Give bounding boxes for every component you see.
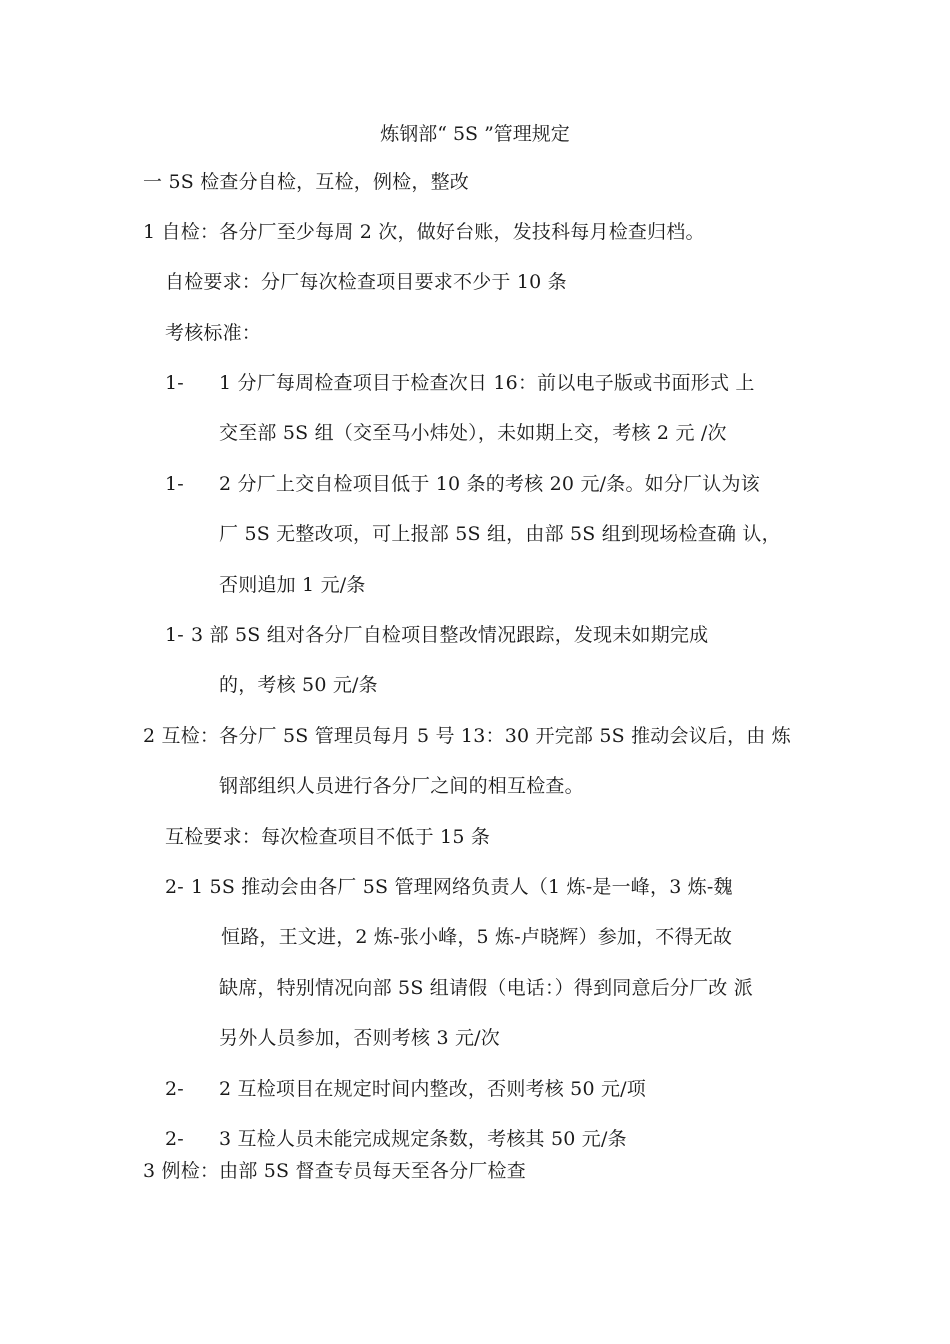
assessment-standard-label: 考核标准： xyxy=(165,322,262,344)
list-item-text: 的，考核 50 元/条 xyxy=(219,674,378,696)
list-item-text: 厂 5S 无整改项，可上报部 5S 组，由部 5S 组到现场检查确 认， xyxy=(219,523,781,545)
list-item-marker: 2- xyxy=(165,1078,184,1100)
self-check-line: 1 自检：各分厂至少每周 2 次，做好台账，发技科每月检查归档。 xyxy=(143,221,705,243)
list-item-marker: 2- xyxy=(165,1128,184,1150)
list-item-text: 交至部 5S 组（交至马小炜处），未如期上交，考核 2 元 /次 xyxy=(219,422,727,444)
list-item-text: 3 部 5S 组对各分厂自检项目整改情况跟踪，发现未如期完成 xyxy=(191,624,709,646)
mutual-check-line: 2 互检：各分厂 5S 管理员每月 5 号 13：30 开完部 5S 推动会议后，由 炼 xyxy=(143,725,791,747)
list-item-text: 1 5S 推动会由各厂 5S 管理网络负责人（1 炼-是一峰，3 炼-魏 xyxy=(191,876,733,898)
list-item-text: 恒路，王文进，2 炼-张小峰，5 炼-卢晓辉）参加，不得无故 xyxy=(221,926,733,948)
mutual-check-requirement: 互检要求：每次检查项目不低于 15 条 xyxy=(165,826,491,848)
list-item-text: 另外人员参加，否则考核 3 元/次 xyxy=(219,1027,500,1049)
list-item-text: 2 互检项目在规定时间内整改，否则考核 50 元/项 xyxy=(219,1078,646,1100)
list-item-marker: 1- xyxy=(165,372,184,394)
list-item-text: 缺席，特别情况向部 5S 组请假（电话：）得到同意后分厂改 派 xyxy=(219,977,753,999)
list-item-text: 1 分厂每周检查项目于检查次日 16：前以电子版或书面形式 上 xyxy=(219,372,755,394)
list-item-marker: 2- xyxy=(165,876,184,898)
list-item-text: 3 互检人员未能完成规定条数，考核其 50 元/条 xyxy=(219,1128,627,1150)
self-check-requirement: 自检要求：分厂每次检查项目要求不少于 10 条 xyxy=(165,271,567,293)
document-title: 炼钢部“ 5S ”管理规定 xyxy=(380,123,570,145)
mutual-check-line: 钢部组织人员进行各分厂之间的相互检查。 xyxy=(219,775,584,797)
list-item-text: 否则追加 1 元/条 xyxy=(219,574,366,596)
list-item-marker: 1- xyxy=(165,473,184,495)
list-item-marker: 1- xyxy=(165,624,184,646)
routine-check-line: 3 例检：由部 5S 督查专员每天至各分厂检查 xyxy=(143,1160,526,1182)
section-heading: 一 5S 检查分自检，互检，例检，整改 xyxy=(143,171,469,193)
list-item-text: 2 分厂上交自检项目低于 10 条的考核 20 元/条。如分厂认为该 xyxy=(219,473,760,495)
